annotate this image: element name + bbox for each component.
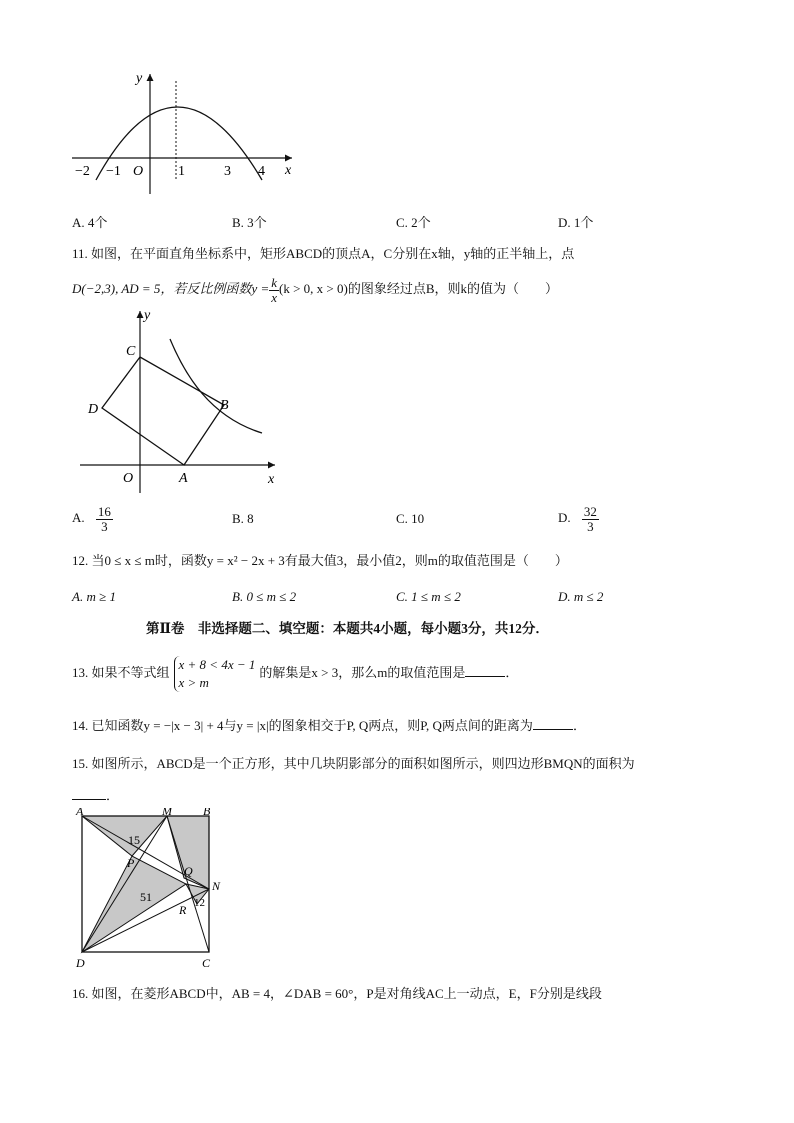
q10-option-a: A. 4个 — [72, 215, 108, 230]
hyperbola-curve — [170, 339, 262, 433]
q12-stem: 12. 当0 ≤ x ≤ m时，函数y = x² − 2x + 3有最大值3，最小值2，则m的取值范围是（ ） — [72, 553, 568, 568]
tick-label: 3 — [224, 164, 231, 179]
shaded-region-51 — [82, 856, 186, 952]
q12-option-c: C. 1 ≤ m ≤ 2 — [396, 589, 461, 604]
q13-stem — [72, 650, 518, 696]
option-label: D. — [558, 510, 571, 525]
q13-end: ． — [505, 665, 519, 680]
rectangle-abcd — [102, 357, 224, 465]
origin-label: O — [123, 471, 134, 486]
q15-answer-blank[interactable] — [72, 787, 106, 800]
option-label: A. — [72, 510, 85, 525]
q11-condition: (k > 0, x > 0)的图象经过点B，则k的值为（ ） — [279, 281, 559, 296]
q13-suffix: 的解集是x > 3，那么m的取值范围是 — [259, 665, 466, 680]
vertex-label-a: A — [76, 808, 84, 818]
q16-stem: 16. 如图，在菱形ABCD中，AB = 4，∠DAB = 60°，P是对角线AC上一动点，E，F分别是线段 — [72, 986, 602, 1001]
q11-stem-line2 — [72, 272, 558, 306]
tick-label: −2 — [75, 164, 90, 179]
fraction-denominator: x — [271, 289, 278, 305]
q10-option-c: C. 2个 — [396, 215, 431, 230]
point-label-p: P — [127, 856, 135, 870]
q14-answer-blank[interactable] — [533, 717, 573, 730]
y-axis-label: y — [144, 308, 151, 323]
area-label-51: 51 — [140, 890, 152, 904]
q12-option-b: B. 0 ≤ m ≤ 2 — [232, 589, 297, 604]
q15-end: ． — [106, 788, 120, 803]
q14-text: 14. 已知函数y = −|x − 3| + 4与y = |x|的图象相交于P, Q两点，则P, Q两点间的距离为 — [72, 718, 533, 733]
point-label-q: Q — [184, 864, 193, 878]
origin-label: O — [133, 164, 144, 179]
q11-stem-line1: 11. 如图，在平面直角坐标系中，矩形ABCD的顶点A，C分别在x轴，y轴的正半轴上，点 — [72, 246, 575, 261]
point-label-c: C — [126, 344, 136, 359]
fraction-numerator: k — [271, 274, 278, 290]
q10-option-d: D. 1个 — [558, 215, 594, 230]
fraction-denominator: 3 — [587, 518, 594, 534]
q15-stem-line1: 15. 如图所示，ABCD是一个正方形，其中几块阴影部分的面积如图所示，则四边形BMQN的面积为 — [72, 756, 635, 771]
x-axis-label: x — [268, 472, 275, 487]
area-label-12: 12 — [194, 897, 205, 909]
area-label-15: 15 — [128, 833, 140, 847]
q11-fraction — [269, 276, 279, 305]
option-fraction — [582, 505, 599, 534]
vertex-label-m: M — [162, 808, 172, 818]
inequality-1: x + 8 < 4x − 1 — [178, 657, 256, 673]
tick-label: 4 — [258, 164, 265, 179]
point-label-a: A — [179, 471, 188, 486]
y-axis-label: y — [136, 71, 143, 86]
q15-stem-line2 — [72, 787, 119, 805]
vertex-label-c: C — [202, 956, 211, 970]
q13-prefix: 13. 如果不等式组 — [72, 665, 170, 680]
point-label-d: D — [88, 402, 99, 417]
point-label-r: R — [179, 903, 187, 917]
q12-option-a: A. m ≥ 1 — [72, 589, 116, 604]
fraction-denominator: 3 — [101, 518, 108, 534]
q11-graph — [70, 305, 290, 495]
tick-label: −1 — [106, 164, 121, 179]
q15-figure — [72, 808, 232, 973]
fraction-numerator: 16 — [97, 503, 111, 519]
q13-answer-blank[interactable] — [465, 664, 505, 677]
vertex-label-b: B — [203, 808, 211, 818]
x-axis-label: x — [285, 163, 292, 178]
q14-stem — [72, 717, 586, 735]
q11-option-a — [72, 498, 113, 538]
vertex-label-d: D — [76, 956, 85, 970]
q11-option-b: B. 8 — [232, 511, 254, 526]
option-fraction — [96, 505, 113, 534]
section-title: 第Ⅱ卷 非选择题二、填空题：本题共4小题，每小题3分，共12分． — [146, 621, 549, 636]
vertex-label-n: N — [212, 879, 221, 893]
q11-given: D(−2,3), AD = 5，若反比例函数 — [72, 281, 252, 296]
inequality-system — [174, 656, 256, 692]
q12-option-d: D. m ≤ 2 — [558, 589, 604, 604]
q10-graph — [60, 68, 310, 198]
tick-label: 1 — [178, 164, 185, 179]
fraction-numerator: 32 — [583, 503, 597, 519]
q11-func: y = — [251, 281, 270, 296]
point-label-b: B — [220, 398, 229, 413]
q11-option-d — [558, 498, 599, 538]
q11-option-c: C. 10 — [396, 511, 425, 526]
inequality-2: x > m — [178, 675, 209, 691]
q10-option-b: B. 3个 — [232, 215, 267, 230]
q14-end: ． — [572, 718, 586, 733]
